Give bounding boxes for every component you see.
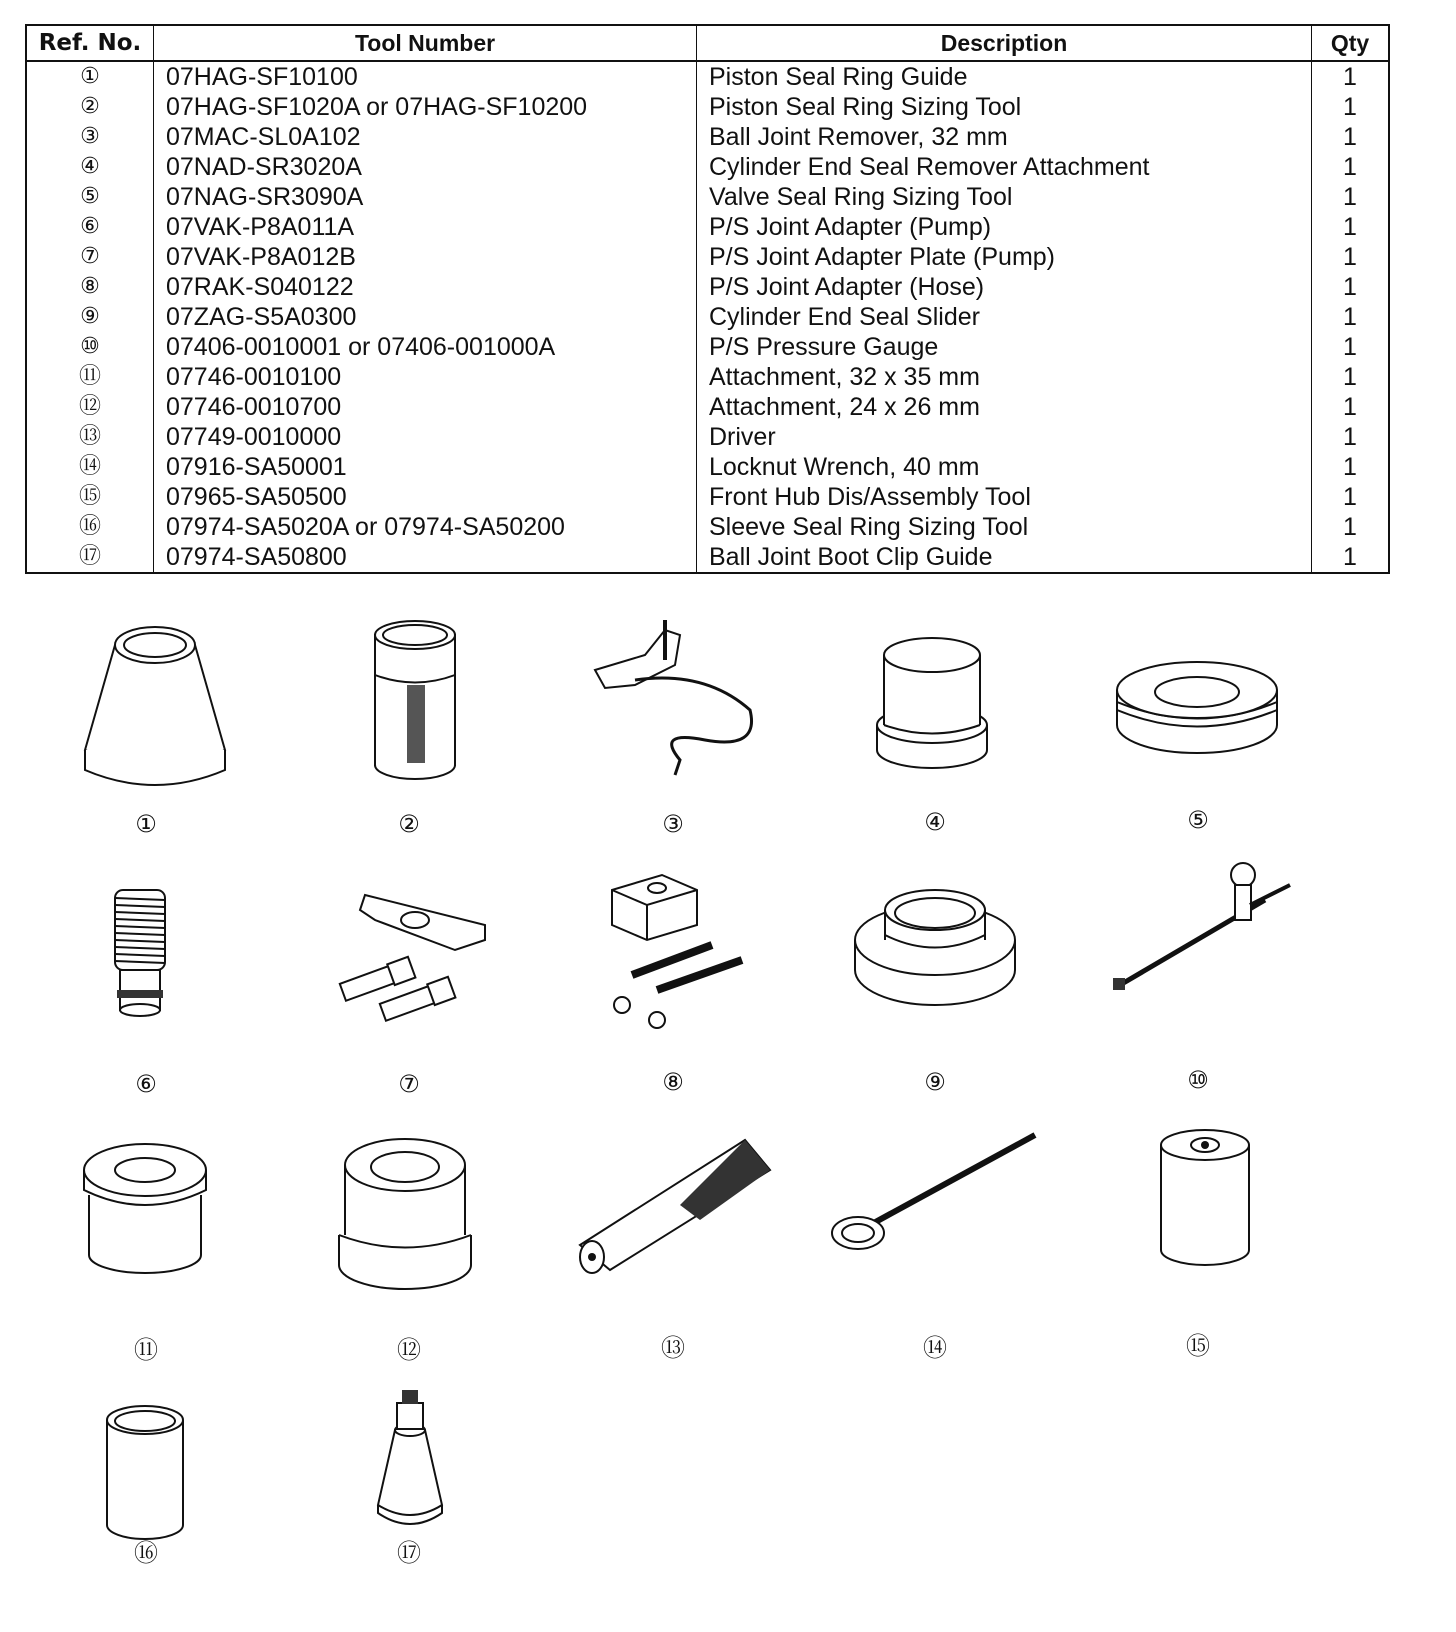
hub-tool-icon [1155, 1120, 1255, 1270]
header-qty: Qty [1312, 25, 1390, 61]
pressure-gauge-icon [1105, 860, 1295, 1000]
tool-number-cell: 07NAD-SR3020A [154, 152, 697, 182]
ref-number-cell: ⑥ [80, 214, 100, 239]
qty-cell: 1 [1312, 212, 1390, 242]
description-cell: P/S Joint Adapter (Pump) [697, 212, 1312, 242]
description-cell: Cylinder End Seal Slider [697, 302, 1312, 332]
header-ref-no: Ref. No. [26, 25, 154, 61]
figure-label: ⑨ [924, 1068, 946, 1096]
description-cell: P/S Joint Adapter (Hose) [697, 272, 1312, 302]
attachment-32-icon [80, 1130, 210, 1280]
special-tools-table [25, 24, 1390, 574]
qty-cell: 1 [1312, 152, 1390, 182]
figure-label: ⑧ [662, 1068, 684, 1096]
tool-number-cell: 07974-SA5020A or 07974-SA50200 [154, 512, 697, 542]
tool-number-cell: 07965-SA50500 [154, 482, 697, 512]
figure-label: ⑩ [1187, 1066, 1209, 1094]
qty-cell: 1 [1312, 542, 1390, 573]
description-cell: Driver [697, 422, 1312, 452]
tool-number-cell: 07916-SA50001 [154, 452, 697, 482]
figure-label: ⑭ [923, 1334, 947, 1362]
figure-label: ⑫ [397, 1336, 421, 1364]
ref-number-cell: ⑭ [78, 454, 101, 479]
header-description: Description [697, 25, 1312, 61]
ref-number-cell: ① [80, 64, 100, 89]
adapter-plate-icon [335, 880, 495, 1030]
description-cell: P/S Pressure Gauge [697, 332, 1312, 362]
tool-number-cell: 07NAG-SR3090A [154, 182, 697, 212]
joint-adapter-icon [105, 880, 175, 1030]
ref-number-cell: ④ [80, 154, 100, 179]
description-cell: Piston Seal Ring Guide [697, 61, 1312, 92]
ref-number-cell: ② [80, 94, 100, 119]
table-row [26, 302, 1389, 332]
seal-ring-guide-icon [80, 615, 230, 785]
qty-cell: 1 [1312, 122, 1390, 152]
description-cell: Ball Joint Remover, 32 mm [697, 122, 1312, 152]
tool-number-cell: 07974-SA50800 [154, 542, 697, 573]
locknut-wrench-icon [830, 1125, 1040, 1255]
qty-cell: 1 [1312, 61, 1390, 92]
remover-attachment-icon [872, 630, 992, 770]
description-cell: Attachment, 32 x 35 mm [697, 362, 1312, 392]
tool-number-cell: 07746-0010100 [154, 362, 697, 392]
tool-number-cell: 07406-0010001 or 07406-001000A [154, 332, 697, 362]
ref-number-cell: ⑧ [80, 274, 100, 299]
table-row [26, 212, 1389, 242]
table-row [26, 332, 1389, 362]
boot-clip-guide-icon [370, 1385, 450, 1535]
tool-number-cell: 07HAG-SF1020A or 07HAG-SF10200 [154, 92, 697, 122]
tool-number-cell: 07VAK-P8A012B [154, 242, 697, 272]
figure-label: ⑮ [1186, 1332, 1210, 1360]
sleeve-sizing-tool-icon [100, 1395, 190, 1545]
table-row [26, 362, 1389, 392]
figure-label: ⑤ [1187, 806, 1209, 834]
tool-number-cell: 07RAK-S040122 [154, 272, 697, 302]
ref-number-cell: ⑦ [80, 244, 100, 269]
tool-number-cell: 07746-0010700 [154, 392, 697, 422]
seal-slider-icon [850, 875, 1020, 1015]
qty-cell: 1 [1312, 302, 1390, 332]
header-tool-number: Tool Number [154, 25, 697, 61]
driver-icon [570, 1125, 780, 1275]
ref-number-cell: ⑩ [80, 334, 100, 359]
table-header-row [26, 25, 1389, 61]
figure-label: ⑯ [134, 1539, 158, 1567]
table-row [26, 422, 1389, 452]
table-row [26, 122, 1389, 152]
table-row [26, 542, 1389, 573]
ball-joint-remover-icon [585, 610, 765, 780]
ref-number-cell: ⑰ [78, 544, 101, 569]
table-row [26, 152, 1389, 182]
figure-label: ④ [924, 808, 946, 836]
qty-cell: 1 [1312, 392, 1390, 422]
tool-number-cell: 07749-0010000 [154, 422, 697, 452]
ref-number-cell: ③ [80, 124, 100, 149]
table-row [26, 182, 1389, 212]
qty-cell: 1 [1312, 362, 1390, 392]
table-row [26, 512, 1389, 542]
figure-label: ① [135, 810, 157, 838]
valve-sizing-tool-icon [1112, 640, 1282, 760]
figure-label: ⑰ [397, 1539, 421, 1567]
table-row [26, 92, 1389, 122]
description-cell: Front Hub Dis/Assembly Tool [697, 482, 1312, 512]
ref-number-cell: ⑬ [78, 424, 101, 449]
qty-cell: 1 [1312, 92, 1390, 122]
figure-label: ⑥ [135, 1070, 157, 1098]
ref-number-cell: ⑪ [78, 364, 101, 389]
qty-cell: 1 [1312, 512, 1390, 542]
qty-cell: 1 [1312, 242, 1390, 272]
ref-number-cell: ⑫ [78, 394, 101, 419]
figure-label: ⑬ [661, 1334, 685, 1362]
attachment-24-icon [335, 1125, 475, 1295]
description-cell: Locknut Wrench, 40 mm [697, 452, 1312, 482]
description-cell: Sleeve Seal Ring Sizing Tool [697, 512, 1312, 542]
qty-cell: 1 [1312, 182, 1390, 212]
description-cell: Ball Joint Boot Clip Guide [697, 542, 1312, 573]
ref-number-cell: ⑮ [78, 484, 101, 509]
description-cell: P/S Joint Adapter Plate (Pump) [697, 242, 1312, 272]
qty-cell: 1 [1312, 422, 1390, 452]
table-row [26, 242, 1389, 272]
table-row [26, 272, 1389, 302]
description-cell: Attachment, 24 x 26 mm [697, 392, 1312, 422]
qty-cell: 1 [1312, 452, 1390, 482]
figure-label: ③ [662, 810, 684, 838]
tool-number-cell: 07HAG-SF10100 [154, 61, 697, 92]
sizing-tool-icon [365, 615, 465, 785]
qty-cell: 1 [1312, 272, 1390, 302]
figure-label: ② [398, 810, 420, 838]
description-cell: Cylinder End Seal Remover Attachment [697, 152, 1312, 182]
ref-number-cell: ⑨ [80, 304, 100, 329]
table-row [26, 482, 1389, 512]
table-row [26, 452, 1389, 482]
tool-number-cell: 07ZAG-S5A0300 [154, 302, 697, 332]
table-row [26, 392, 1389, 422]
figure-label: ⑦ [398, 1070, 420, 1098]
table-row [26, 61, 1389, 92]
qty-cell: 1 [1312, 332, 1390, 362]
description-cell: Piston Seal Ring Sizing Tool [697, 92, 1312, 122]
figure-label: ⑪ [134, 1336, 158, 1364]
tool-number-cell: 07MAC-SL0A102 [154, 122, 697, 152]
hose-adapter-icon [602, 865, 752, 1035]
ref-number-cell: ⑯ [78, 514, 101, 539]
ref-number-cell: ⑤ [80, 184, 100, 209]
qty-cell: 1 [1312, 482, 1390, 512]
description-cell: Valve Seal Ring Sizing Tool [697, 182, 1312, 212]
tool-number-cell: 07VAK-P8A011A [154, 212, 697, 242]
